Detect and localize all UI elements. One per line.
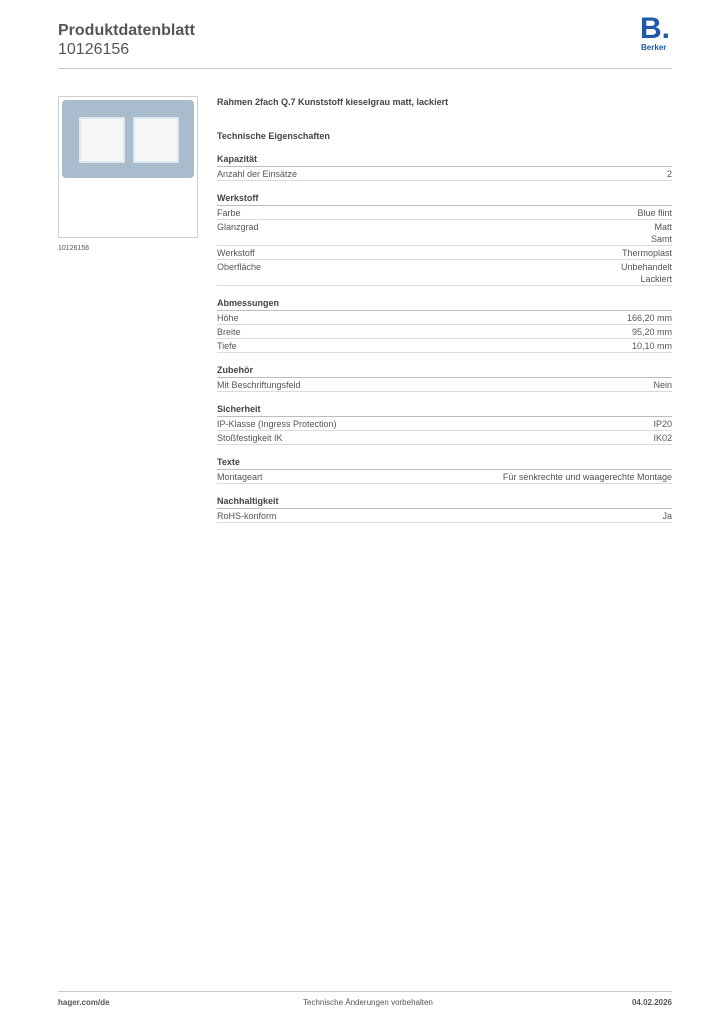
property-value xyxy=(503,471,672,483)
property-row xyxy=(217,206,672,220)
berker-logo xyxy=(638,12,678,56)
property-row xyxy=(217,431,672,445)
section-title: Zubehör xyxy=(217,365,672,378)
property-value-line: Nein xyxy=(653,380,672,390)
property-value xyxy=(632,340,672,352)
property-value xyxy=(653,418,672,430)
property-value-line: 95,20 mm xyxy=(631,327,672,337)
section-6 xyxy=(217,496,672,523)
property-label: Tiefe xyxy=(217,341,237,351)
property-row xyxy=(217,220,672,246)
property-value-line: Unbehandelt xyxy=(620,262,672,272)
property-value-line: Thermoplast xyxy=(621,248,672,258)
property-value xyxy=(632,326,672,338)
property-row xyxy=(217,417,672,431)
footer-date: 04.02.2026 xyxy=(631,998,672,1007)
section-title: Abmessungen xyxy=(217,298,672,311)
property-label: Glanzgrad xyxy=(217,222,259,232)
property-value xyxy=(627,312,672,324)
property-row xyxy=(217,378,672,392)
section-title: Sicherheit xyxy=(217,404,672,417)
document-header xyxy=(58,21,195,59)
section-5 xyxy=(217,457,672,484)
product-image xyxy=(58,96,198,238)
section-title: Werkstoff xyxy=(217,193,672,206)
section-4 xyxy=(217,404,672,445)
property-label: Stoßfestigkeit IK xyxy=(217,433,283,443)
footer-website[interactable]: hager.com/de xyxy=(58,998,110,1007)
property-value-line: Für senkrechte und waagerechte Montage xyxy=(502,472,672,482)
footer-divider xyxy=(58,991,672,992)
property-row xyxy=(217,325,672,339)
property-label: IP-Klasse (Ingress Protection) xyxy=(217,419,337,429)
property-value xyxy=(622,247,672,259)
property-value-line: 166,20 mm xyxy=(626,313,672,323)
property-label: Mit Beschriftungsfeld xyxy=(217,380,301,390)
property-value-line: Samt xyxy=(650,234,672,244)
property-sections xyxy=(217,154,672,523)
property-value-line: Matt xyxy=(654,222,672,232)
property-value xyxy=(653,432,672,444)
property-value-line: IK02 xyxy=(653,433,672,443)
property-label: RoHS-konform xyxy=(217,511,277,521)
section-1 xyxy=(217,193,672,286)
property-value xyxy=(653,379,672,391)
property-row xyxy=(217,311,672,325)
property-value xyxy=(662,510,672,522)
document-number: 10126156 xyxy=(58,41,130,58)
section-title: Kapazität xyxy=(217,154,672,167)
header-divider xyxy=(58,68,672,69)
section-2 xyxy=(217,298,672,353)
property-row xyxy=(217,167,672,181)
property-value-line: 2 xyxy=(666,169,672,179)
section-0 xyxy=(217,154,672,181)
footer-disclaimer: Technische Änderungen vorbehalten xyxy=(303,998,433,1007)
property-label: Oberfläche xyxy=(217,262,262,272)
image-caption: 10126156 xyxy=(58,245,90,252)
property-row xyxy=(217,246,672,260)
frame-insert-right xyxy=(133,117,179,163)
property-value-line: IP20 xyxy=(653,419,672,429)
property-value xyxy=(667,168,672,180)
frame-insert-left xyxy=(79,117,125,163)
property-label: Anzahl der Einsätze xyxy=(217,169,298,179)
property-value xyxy=(651,221,672,245)
document-title: Produktdatenblatt xyxy=(58,22,195,39)
property-value-line: Ja xyxy=(662,511,672,521)
property-value-line: Blue flint xyxy=(637,208,672,218)
property-row xyxy=(217,339,672,353)
section-title: Texte xyxy=(217,457,672,470)
section-title: Nachhaltigkeit xyxy=(217,496,672,509)
section-3 xyxy=(217,365,672,392)
product-details xyxy=(217,96,672,523)
product-name: Rahmen 2fach Q.7 Kunststoff kieselgrau matt, lackiert xyxy=(217,97,449,107)
property-value xyxy=(621,261,672,285)
property-row xyxy=(217,260,672,286)
property-label: Farbe xyxy=(217,208,241,218)
property-row xyxy=(217,470,672,484)
logo-text: Berker xyxy=(641,43,667,52)
logo-letter: B. xyxy=(640,12,670,45)
tech-properties-heading: Technische Eigenschaften xyxy=(217,131,330,141)
property-label: Werkstoff xyxy=(217,248,255,258)
property-label: Montageart xyxy=(217,472,263,482)
property-row xyxy=(217,509,672,523)
property-value-line: Lackiert xyxy=(640,274,672,284)
property-value-line: 10,10 mm xyxy=(631,341,672,351)
property-label: Höhe xyxy=(217,313,239,323)
property-label: Breite xyxy=(217,327,241,337)
frame-picture xyxy=(62,100,194,178)
property-value xyxy=(637,207,672,219)
